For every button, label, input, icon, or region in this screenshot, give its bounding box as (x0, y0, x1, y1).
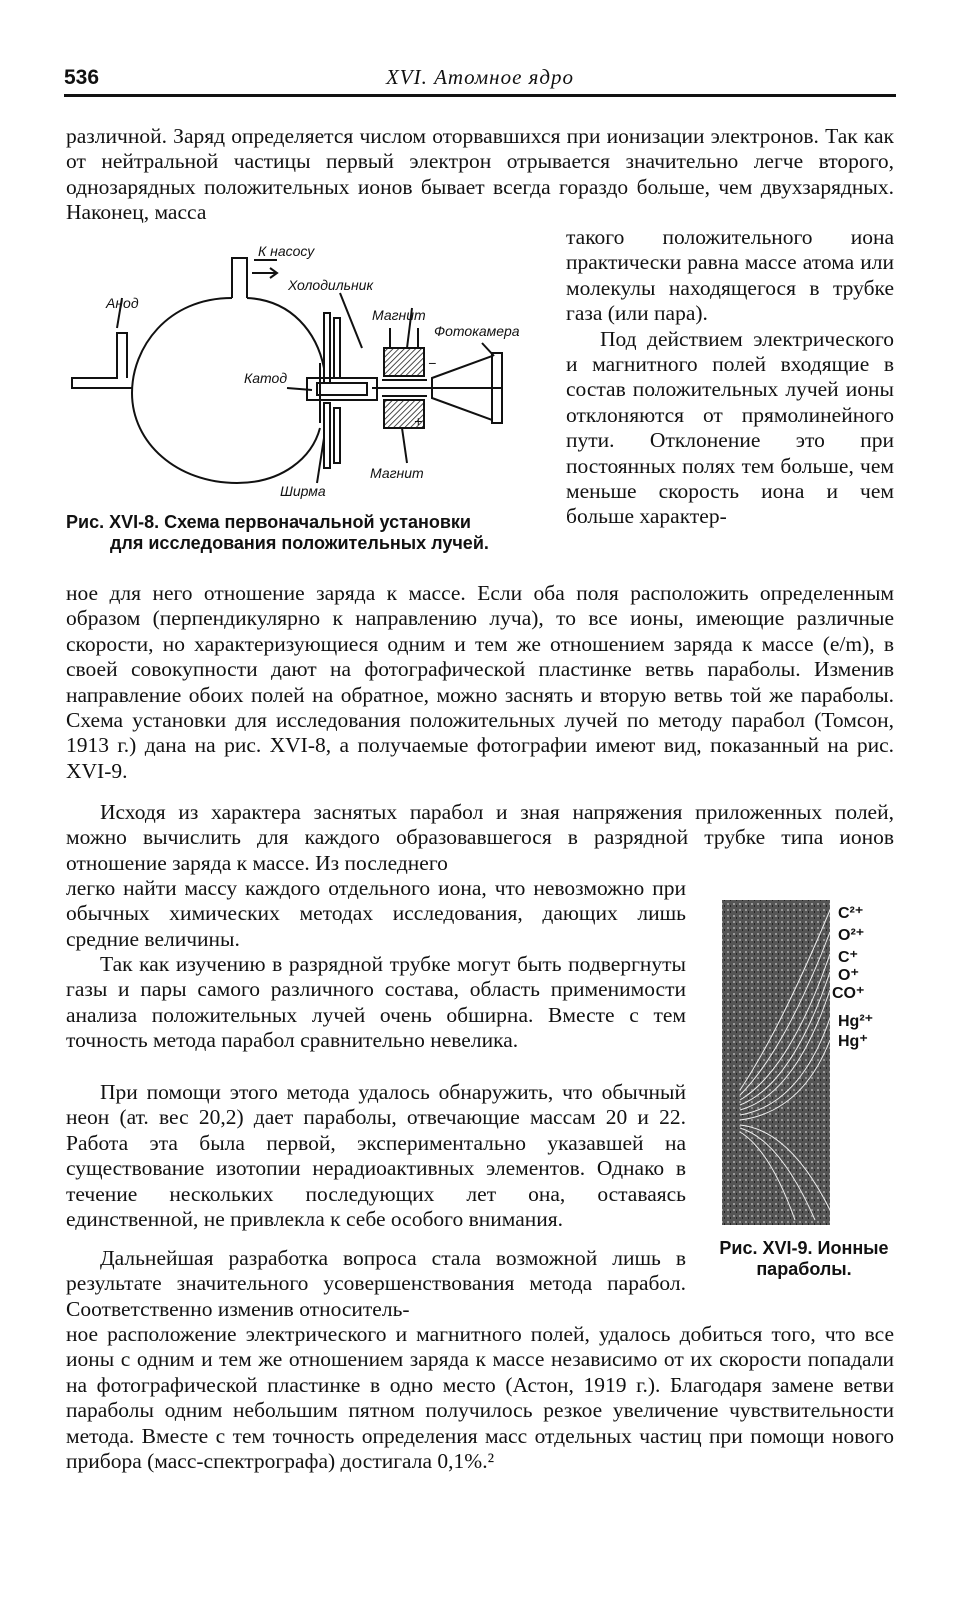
paragraph-1-text: различной. Заряд определяется числом оторвавшихся при ионизации электронов. Так как от нейтральной частицы первый электрон отрывается значительно легче второго, однозарядных положительных ионов бывает всегда гораздо больше, чем двухзарядных. Наконец, масса (66, 124, 894, 225)
figure-8-caption-line-1: Рис. XVI-8. Схема первоначальной установки (66, 512, 471, 532)
paragraph-3 (66, 800, 894, 876)
paragraph-5-text: При помощи этого метода удалось обнаружить, что обычный неон (ат. вес 20,2) дает параболы, отвечающие массам 20 и 22. Работа эта была первой, экспериментально указавшей на существование изотопии нерадиоактивных элементов. Однако в течение нескольких последующих лет она, оставаясь единственной, не привлекла к себе особого внимания. (66, 1080, 686, 1232)
label-minus: − (428, 355, 437, 371)
wrap-paragraph-2: Под действием электрического и магнитного полей входящие в состав положительных лучей ионы отклоняются от прямолинейного пути. Отклонение это при постоянных полях тем больше, чем меньше скорость иона и чем больше характер- (566, 326, 894, 529)
paragraph-6-wrap-text: Дальнейшая разработка вопроса стала возможной лишь в результате значительного усовершенствования метода парабол. Соответственно изменив относитель- (66, 1246, 686, 1321)
ion-label-o1: O⁺ (838, 967, 859, 984)
ion-label-o2: O²⁺ (838, 927, 865, 944)
page-number: 536 (64, 66, 100, 89)
label-to-pump: К насосу (258, 243, 315, 259)
paragraph-3-wrap (66, 876, 686, 952)
figure-8-caption-line-2: для исследования положительных лучей. (110, 533, 489, 553)
paragraph-4-text: Так как изучению в разрядной трубке могут быть подвергнуты газы и пары самого различного состава, область применимости анализа положительных лучей очень обширна. Вместе с тем точность метода парабол сравнительно невелика. (66, 952, 686, 1053)
paragraph-1 (66, 124, 894, 226)
paragraph-6-text: ное расположение электрического и магнитного полей, удалось добиться того, что все ионы с одним и тем же отношением заряда к массе независимо от их скорости попадали на фотографической пластинке в одно место (Астон, 1919 г.). Благодаря замене ветви параболы одним небольшим пятном получилось резкое увеличение чувствительности метода. Вместе с тем точность определения масс отдельных частиц при помощи нового прибора (масс-спектрографа) достигала 0,1%.² (66, 1322, 894, 1474)
ion-label-co: CO⁺ (832, 985, 865, 1002)
paragraph-3-wrap-text: легко найти массу каждого отдельного иона, что невозможно при обычных химических методах исследования, дающих лишь средние величины. (66, 876, 686, 951)
ion-label-hg2: Hg²⁺ (838, 1013, 874, 1030)
paragraph-6 (66, 1322, 894, 1474)
running-title: XVI. Атомное ядро (385, 65, 575, 89)
page-header (64, 64, 896, 97)
label-cathode: Катод (244, 370, 288, 386)
label-anode: Анод (106, 295, 139, 311)
label-plus: + (414, 413, 423, 429)
paragraph-5 (66, 1080, 686, 1232)
wrapped-text-right (566, 225, 894, 530)
ion-label-hg1: Hg⁺ (838, 1033, 868, 1050)
paragraph-2-text: ное для него отношение заряда к массе. Если оба поля расположить определенным образом (перпендикулярно к направлению луча), то все ионы, имеющие различные скорости, но характеризующиеся одним и тем же отношением заряда к массе (e/m), в своей совокупности дают на фотографической пластинке ветвь параболы. Изменив направление обоих полей на обратное, можно заснять и вторую ветвь той же параболы. Схема установки для исследования положительных лучей по методу парабол (Томсон, 1913 г.) дана на рис. XVI-8, а получаемые фотографии имеют вид, показанный на рис. XVI-9. (66, 581, 894, 783)
paragraph-4 (66, 952, 686, 1054)
wrap-paragraph-1: такого положительного иона практически равна массе атома или молекулы находящегося в трубке газа (или пара). (566, 225, 894, 326)
ion-label-c1: C⁺ (838, 949, 858, 966)
label-magnet-top: Магнит (372, 307, 426, 323)
figure-9-ion-parabolas-photo (720, 890, 900, 1230)
paragraph-2 (66, 581, 894, 784)
figure-8-apparatus-diagram (62, 238, 557, 508)
paragraph-6-wrap (66, 1246, 686, 1322)
label-cooler: Холодильник (288, 277, 374, 293)
figure-9-caption: Рис. XVI-9. Ионные параболы. (719, 1238, 889, 1279)
label-magnet-bottom: Магнит (370, 465, 424, 481)
figure-8-caption (66, 512, 546, 554)
ion-label-c2: C²⁺ (838, 905, 864, 922)
label-screen: Ширма (280, 483, 326, 499)
paragraph-3-text: Исходя из характера заснятых парабол и зная напряжения приложенных полей, можно вычислить для каждого образовавшегося в разрядной трубке типа ионов отношение заряда к массе. Из последнего (66, 800, 894, 875)
label-camera: Фотокамера (434, 323, 520, 339)
